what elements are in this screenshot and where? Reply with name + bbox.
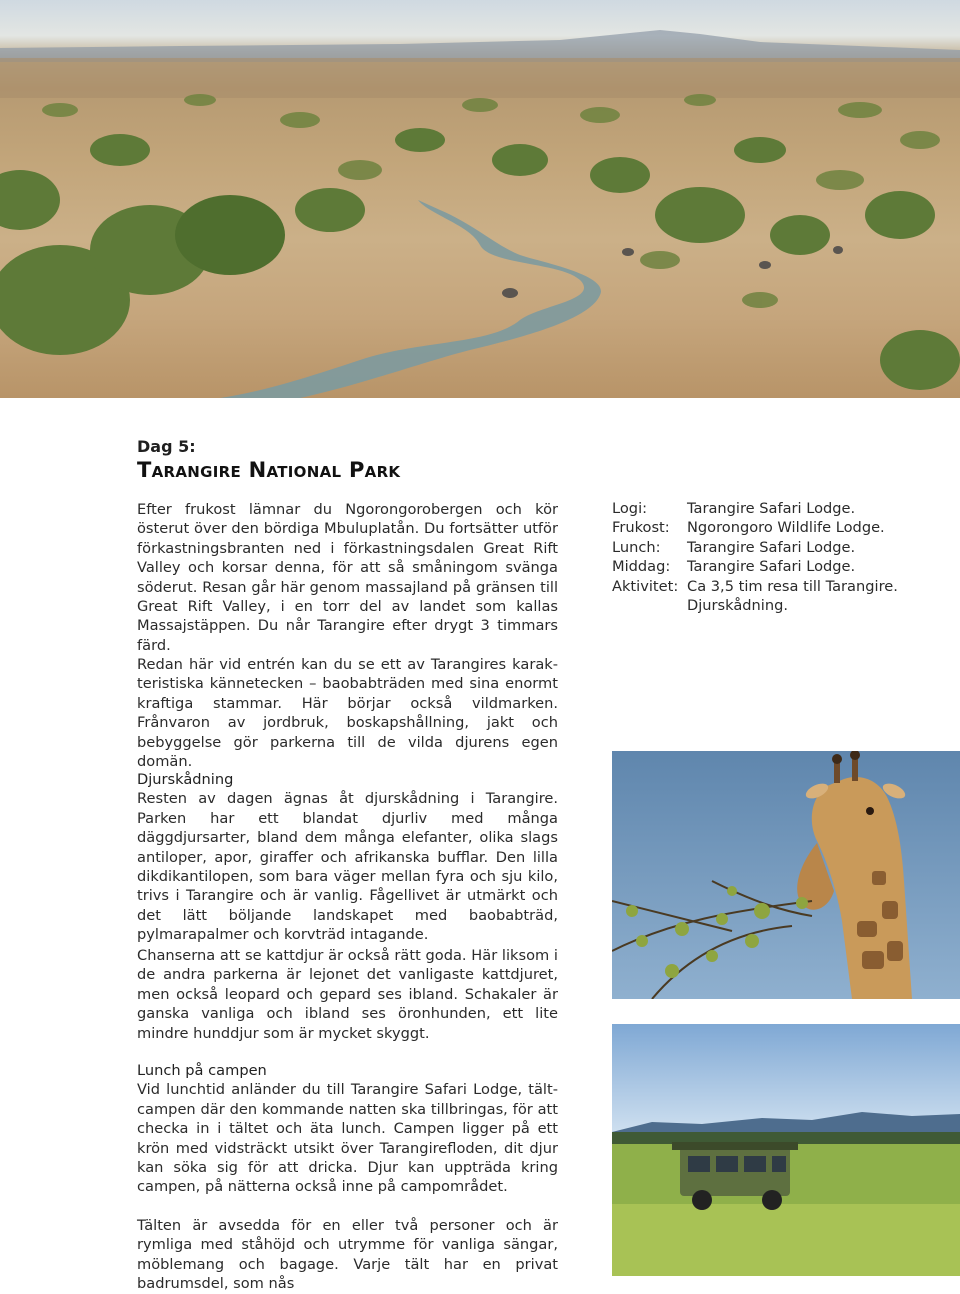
info-row — [612, 499, 952, 518]
info-value: Ca 3,5 tim resa till Tarangire. — [687, 577, 898, 595]
info-key: Aktivitet: — [612, 577, 679, 595]
giraffe-photo — [612, 751, 960, 999]
intro-paragraph — [137, 500, 558, 655]
info-value: Tarangire Safari Lodge. — [687, 500, 856, 517]
paragraph-text: Redan här vid entrén kan du se ett av Tarangires karakteristiska kännetecken – baobabträden med sina enormt kraftiga stammar. Här börjar också vildmarken. Frånvaron av jordbruk, boskapshållning, jakt och bebyggelse gör parkerna till de vilda djurens egen domän. — [137, 656, 558, 771]
info-row — [612, 518, 952, 537]
day-label: Dag 5: — [137, 437, 196, 456]
baobab-paragraph — [137, 655, 558, 771]
section-heading: Lunch på campen — [137, 1062, 267, 1079]
info-value: Ngorongoro Wildlife Lodge. — [687, 519, 885, 537]
wildlife-section — [137, 770, 558, 945]
paragraph-text: Resten av dagen ägnas åt djurskådning i Tarangire. Parken har ett blandat djurliv med många däggdjursarter, bland dem många elefanter, olika slags antiloper, apor, giraffer och afrikanska bufflar. Den lilla dikdikantilopen, som bara väger mellan fyra och sju kilo, trivs i Tarangire och är vanlig. Fågellivet är utmärkt och det lätt böljande landskapet med baobabträd, pylmarapalmer och korvträd intagande. — [137, 790, 558, 944]
info-key: Middag: — [612, 558, 671, 576]
lunch-section — [137, 1061, 558, 1197]
info-row — [612, 577, 952, 596]
itinerary-info-box — [612, 499, 952, 615]
info-row — [612, 557, 952, 576]
info-key: Logi: — [612, 500, 648, 517]
info-key: Lunch: — [612, 538, 661, 556]
paragraph-text: Efter frukost lämnar du Ngorongorobergen och kör österut över den bördiga Mbuluplatån. Du fortsätter utför förkastningsbranten ned i förkastningsdalen Great Rift Valley och korsar denna, för att så småningom svänga söderut. Resan går här genom massajland på gränsen till Great Rift Valley, i en torr del av landet som kallas Massajstäppen. Du når Tarangire efter drygt 3 timmars färd. — [137, 501, 558, 654]
section-heading: Djurskådning — [137, 771, 234, 788]
page-title: Tarangire National Park — [137, 458, 401, 482]
info-row — [612, 538, 952, 557]
info-value: Tarangire Safari Lodge. — [687, 538, 856, 556]
info-value: Djurskådning. — [687, 597, 789, 615]
paragraph-text: Tälten är avsedda för en eller två personer och är rymliga med ståhöjd och utrymme för vanliga sängar, möblemang och bagage. Varje tält har en privat badrumsdel, som nås — [137, 1217, 558, 1293]
tents-paragraph — [137, 1216, 558, 1294]
paragraph-text: Vid lunchtid anländer du till Tarangire Safari Lodge, tältcampen där den kommande natten ska tillbringas, för att checka in i tältet och äta lunch. Campen ligger på ett krön med vidsträckt utsikt över Tarangirefloden, dit djur kan söka sig för att dricka. Djur kan uppträda kring campen, på nätterna också inne på campområdet. — [137, 1081, 558, 1196]
safari-vehicle-photo — [612, 1024, 960, 1276]
hero-landscape-photo — [0, 0, 960, 398]
paragraph-text: Chanserna att se kattdjur är också rätt goda. Här liksom i de andra parkerna är lejonet det vanligaste kattdjuret, men också leopard och gepard ses ibland. Schakaler är ganska vanliga och ibland ses öronhunden, ett lite mindre hunddjur som är mycket skyggt. — [137, 947, 558, 1042]
info-key — [612, 596, 687, 615]
info-row — [612, 596, 952, 615]
cats-paragraph — [137, 946, 558, 1043]
info-key: Frukost: — [612, 519, 670, 537]
info-value: Tarangire Safari Lodge. — [687, 558, 856, 576]
